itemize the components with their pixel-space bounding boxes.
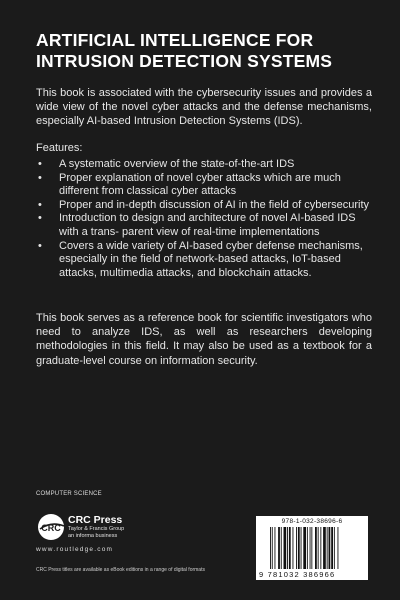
title-line-2: INTRUSION DETECTION SYSTEMS — [36, 51, 333, 71]
feature-item — [36, 240, 372, 281]
publisher-group: Taylor & Francis Group — [68, 526, 125, 532]
feature-item — [36, 158, 372, 172]
feature-item — [36, 199, 372, 213]
subject-category: COMPUTER SCIENCE — [36, 491, 102, 497]
title-line-1: ARTIFICIAL INTELLIGENCE FOR — [36, 30, 314, 50]
publisher-website[interactable]: www.routledge.com — [36, 546, 114, 553]
crc-logo-text: CRC — [41, 523, 61, 533]
features-list — [36, 158, 372, 280]
bullet-icon: • — [38, 171, 42, 184]
crc-logo-icon — [36, 512, 68, 542]
ebook-note: CRC Press titles are available as eBook editions in a range of digital formats — [36, 567, 205, 573]
barcode-icon — [270, 527, 360, 569]
isbn-number: 978-1-032-38696-6 — [281, 518, 343, 525]
feature-text: A systematic overview of the state-of-the-art IDS — [59, 158, 295, 170]
barcode-digits: 9 781032 386966 — [259, 570, 336, 579]
feature-text: Covers a wide variety of AI-based cyber defense mechanisms, especially in the field of network-based attacks, IoT-based attacks, multimedia attacks, and blockchain attacks. — [59, 239, 363, 279]
feature-item — [36, 212, 372, 239]
bullet-icon: • — [38, 212, 42, 225]
bullet-icon: • — [38, 158, 42, 170]
publisher-block — [68, 514, 124, 540]
bullet-icon: • — [38, 239, 42, 252]
closing-paragraph: This book serves as a reference book for scientific investigators who need to analyze IDS, as well as researchers developing methodologies in this field. It may also be used as a textbook for a graduate-level course on information security. — [36, 312, 372, 367]
intro-paragraph: This book is associated with the cybersecurity issues and provides a wide view of the novel cyber attacks and the defense mechanisms, especially AI-based Intrusion Detection Systems (IDS). — [36, 87, 372, 128]
feature-text: Proper explanation of novel cyber attacks which are much different from classical cyber attacks — [59, 171, 341, 198]
feature-text: Introduction to design and architecture of novel AI-based IDS with a trans- parent view of real-time implementations — [59, 212, 356, 238]
book-title — [36, 30, 376, 72]
publisher-informa: an informa business — [68, 533, 118, 539]
feature-item — [36, 172, 372, 199]
features-label: Features: — [36, 142, 83, 154]
feature-text: Proper and in-depth discussion of AI in the field of cybersecurity — [59, 198, 370, 211]
bullet-icon: • — [38, 198, 42, 211]
publisher-name: CRC Press — [68, 514, 123, 526]
isbn-barcode-box — [256, 516, 368, 580]
